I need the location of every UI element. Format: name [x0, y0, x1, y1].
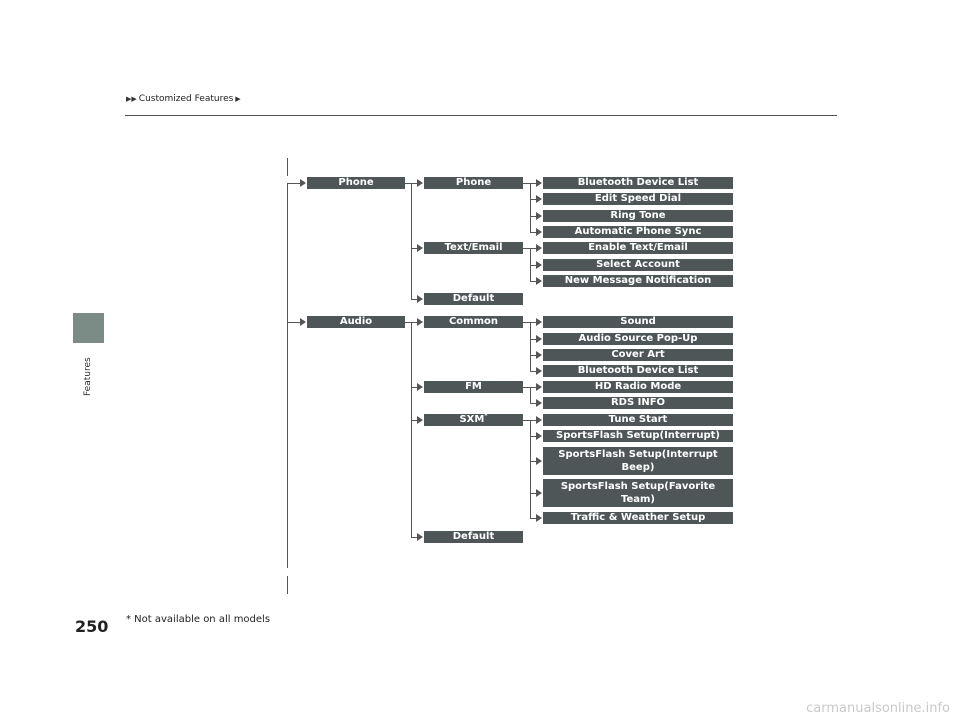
menu-item-sound[interactable]: Sound	[543, 316, 733, 328]
menu-item-enable-text-email[interactable]: Enable Text/Email	[543, 242, 733, 254]
arrow-icon	[536, 228, 542, 236]
tree-line	[530, 420, 531, 519]
menu-item-sportsflash-interrupt[interactable]: SportsFlash Setup(Interrupt)	[543, 430, 733, 442]
breadcrumb-arrows-icon: ▶▶	[126, 95, 137, 103]
tree-line	[411, 322, 412, 537]
menu-item-audio-bluetooth-device-list[interactable]: Bluetooth Device List	[543, 365, 733, 377]
tree-line	[287, 158, 288, 176]
menu-item-sxm[interactable]	[424, 414, 523, 426]
arrow-icon	[536, 195, 542, 203]
menu-item-sportsflash-interrupt-beep[interactable]: SportsFlash Setup(Interrupt Beep)	[543, 447, 733, 475]
arrow-icon	[536, 399, 542, 407]
arrow-icon	[417, 416, 423, 424]
breadcrumb	[126, 94, 241, 104]
arrow-icon	[536, 277, 542, 285]
page-number: 250	[75, 617, 109, 636]
arrow-icon	[536, 179, 542, 187]
sxm-label: SXM	[459, 414, 485, 425]
tree-line	[287, 183, 288, 568]
menu-item-text-email[interactable]: Text/Email	[424, 242, 523, 254]
arrow-icon	[300, 318, 306, 326]
arrow-icon	[417, 295, 423, 303]
tree-line	[287, 576, 288, 594]
menu-item-hd-radio-mode[interactable]: HD Radio Mode	[543, 381, 733, 393]
arrow-icon	[417, 179, 423, 187]
arrow-icon	[536, 489, 542, 497]
menu-item-phone[interactable]: Phone	[307, 177, 405, 189]
arrow-icon	[536, 514, 542, 522]
menu-item-ring-tone[interactable]: Ring Tone	[543, 210, 733, 222]
arrow-icon	[536, 335, 542, 343]
arrow-icon	[536, 318, 542, 326]
menu-item-audio-default[interactable]: Default	[424, 531, 523, 543]
footnote: * Not available on all models	[126, 614, 271, 625]
tree-line	[411, 183, 412, 299]
tree-line	[287, 183, 301, 184]
section-tab	[73, 313, 104, 343]
arrow-icon	[536, 383, 542, 391]
arrow-icon	[536, 457, 542, 465]
menu-item-edit-speed-dial[interactable]: Edit Speed Dial	[543, 193, 733, 205]
arrow-icon	[536, 212, 542, 220]
arrow-icon	[536, 432, 542, 440]
arrow-icon	[417, 383, 423, 391]
menu-item-audio[interactable]: Audio	[307, 316, 405, 328]
arrow-icon	[536, 244, 542, 252]
watermark: carmanualsonline.info	[806, 701, 950, 716]
menu-item-common[interactable]: Common	[424, 316, 523, 328]
breadcrumb-arrow-icon: ▶	[235, 95, 241, 103]
menu-item-traffic-weather-setup[interactable]: Traffic & Weather Setup	[543, 512, 733, 524]
tree-line	[530, 183, 531, 232]
arrow-icon	[417, 533, 423, 541]
menu-item-new-message-notification[interactable]: New Message Notification	[543, 275, 733, 287]
menu-item-select-account[interactable]: Select Account	[543, 259, 733, 271]
breadcrumb-link[interactable]: Customized Features	[138, 94, 234, 104]
header-divider	[125, 115, 837, 116]
menu-item-rds-info[interactable]: RDS INFO	[543, 397, 733, 409]
arrow-icon	[417, 318, 423, 326]
arrow-icon	[536, 367, 542, 375]
arrow-icon	[536, 351, 542, 359]
menu-item-audio-source-pop-up[interactable]: Audio Source Pop-Up	[543, 333, 733, 345]
arrow-icon	[417, 244, 423, 252]
tree-line	[287, 322, 301, 323]
tree-line	[530, 322, 531, 371]
menu-item-cover-art[interactable]: Cover Art	[543, 349, 733, 361]
menu-item-fm[interactable]: FM	[424, 381, 523, 393]
menu-item-phone-default[interactable]: Default	[424, 293, 523, 305]
menu-item-sportsflash-favorite-team[interactable]: SportsFlash Setup(Favorite Team)	[543, 479, 733, 507]
arrow-icon	[300, 179, 306, 187]
menu-item-bluetooth-device-list[interactable]: Bluetooth Device List	[543, 177, 733, 189]
tree-line	[530, 387, 531, 404]
menu-item-phone-sub[interactable]: Phone	[424, 177, 523, 189]
menu-item-tune-start[interactable]: Tune Start	[543, 414, 733, 426]
arrow-icon	[536, 416, 542, 424]
section-label: Features	[83, 357, 93, 397]
arrow-icon	[536, 261, 542, 269]
footnote-mark: *	[484, 414, 488, 420]
menu-item-automatic-phone-sync[interactable]: Automatic Phone Sync	[543, 226, 733, 238]
